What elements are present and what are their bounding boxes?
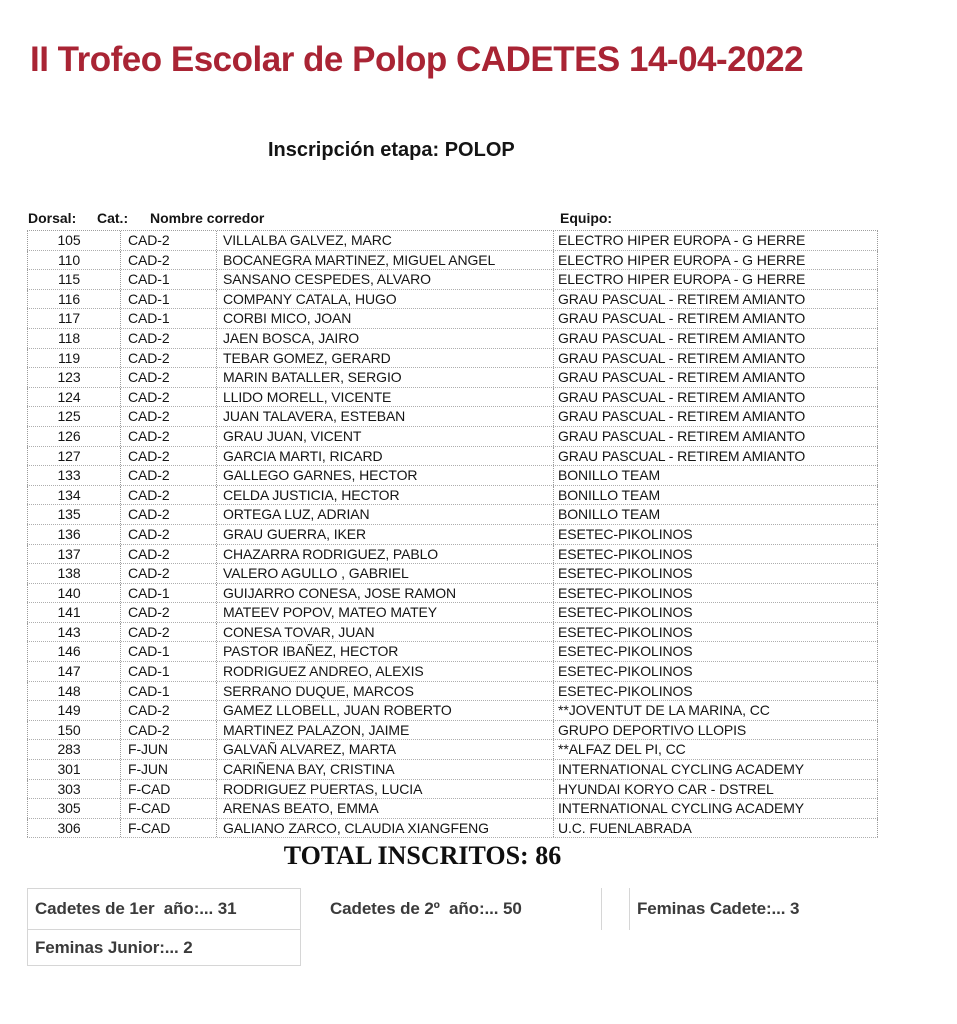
cat-cell: CAD-2 <box>121 466 217 485</box>
equipo-cell: GRAU PASCUAL - RETIREM AMIANTO <box>554 388 878 407</box>
cat-cell: CAD-2 <box>121 231 217 250</box>
table-row <box>27 545 878 565</box>
equipo-cell: GRAU PASCUAL - RETIREM AMIANTO <box>554 309 878 328</box>
stage-subtitle: Inscripción etapa: POLOP <box>268 139 515 161</box>
nombre-cell: VILLALBA GALVEZ, MARC <box>217 231 554 250</box>
cat-cell: F-CAD <box>121 780 217 799</box>
summary-feminas-junior: Feminas Junior:... 2 <box>27 930 301 966</box>
table-row <box>27 407 878 427</box>
dorsal-cell: 149 <box>27 701 121 720</box>
cat-cell: F-JUN <box>121 760 217 779</box>
nombre-cell: GALLEGO GARNES, HECTOR <box>217 466 554 485</box>
dorsal-cell: 134 <box>27 486 121 505</box>
equipo-cell: ESETEC-PIKOLINOS <box>554 525 878 544</box>
dorsal-cell: 116 <box>27 290 121 309</box>
equipo-cell: BONILLO TEAM <box>554 505 878 524</box>
equipo-cell: GRAU PASCUAL - RETIREM AMIANTO <box>554 447 878 466</box>
nombre-cell: SANSANO CESPEDES, ALVARO <box>217 270 554 289</box>
equipo-cell: GRAU PASCUAL - RETIREM AMIANTO <box>554 427 878 446</box>
nombre-cell: LLIDO MORELL, VICENTE <box>217 388 554 407</box>
table-row <box>27 505 878 525</box>
table-row <box>27 525 878 545</box>
table-row <box>27 251 878 271</box>
table-row <box>27 682 878 702</box>
nombre-cell: ARENAS BEATO, EMMA <box>217 799 554 818</box>
equipo-cell: ESETEC-PIKOLINOS <box>554 564 878 583</box>
table-row <box>27 740 878 760</box>
nombre-cell: GARCIA MARTI, RICARD <box>217 447 554 466</box>
cat-cell: CAD-2 <box>121 251 217 270</box>
equipo-cell: ELECTRO HIPER EUROPA - G HERRE <box>554 270 878 289</box>
nombre-cell: TEBAR GOMEZ, GERARD <box>217 349 554 368</box>
table-row <box>27 388 878 408</box>
header-dorsal: Dorsal: <box>28 210 77 226</box>
equipo-cell: ESETEC-PIKOLINOS <box>554 603 878 622</box>
cat-cell: CAD-2 <box>121 427 217 446</box>
nombre-cell: CARIÑENA BAY, CRISTINA <box>217 760 554 779</box>
table-row <box>27 760 878 780</box>
header-equipo: Equipo: <box>560 210 613 226</box>
dorsal-cell: 133 <box>27 466 121 485</box>
equipo-cell: ESETEC-PIKOLINOS <box>554 545 878 564</box>
dorsal-cell: 117 <box>27 309 121 328</box>
cat-cell: CAD-2 <box>121 545 217 564</box>
table-row <box>27 623 878 643</box>
table-row <box>27 231 878 251</box>
nombre-cell: JUAN TALAVERA, ESTEBAN <box>217 407 554 426</box>
dorsal-cell: 143 <box>27 623 121 642</box>
dorsal-cell: 115 <box>27 270 121 289</box>
nombre-cell: RODRIGUEZ PUERTAS, LUCIA <box>217 780 554 799</box>
dorsal-cell: 140 <box>27 584 121 603</box>
cat-cell: CAD-2 <box>121 525 217 544</box>
dorsal-cell: 283 <box>27 740 121 759</box>
equipo-cell: ELECTRO HIPER EUROPA - G HERRE <box>554 231 878 250</box>
dorsal-cell: 125 <box>27 407 121 426</box>
dorsal-cell: 124 <box>27 388 121 407</box>
cat-cell: CAD-2 <box>121 623 217 642</box>
equipo-cell: **JOVENTUT DE LA MARINA, CC <box>554 701 878 720</box>
table-row <box>27 329 878 349</box>
dorsal-cell: 118 <box>27 329 121 348</box>
nombre-cell: CONESA TOVAR, JUAN <box>217 623 554 642</box>
cat-cell: F-CAD <box>121 799 217 818</box>
dorsal-cell: 138 <box>27 564 121 583</box>
equipo-cell: HYUNDAI KORYO CAR - DSTREL <box>554 780 878 799</box>
nombre-cell: PASTOR IBAÑEZ, HECTOR <box>217 642 554 661</box>
nombre-cell: GALIANO ZARCO, CLAUDIA XIANGFENG <box>217 819 554 838</box>
equipo-cell: ESETEC-PIKOLINOS <box>554 682 878 701</box>
cat-cell: CAD-2 <box>121 486 217 505</box>
equipo-cell: U.C. FUENLABRADA <box>554 819 878 838</box>
table-row <box>27 368 878 388</box>
table-row <box>27 603 878 623</box>
equipo-cell: **ALFAZ DEL PI, CC <box>554 740 878 759</box>
table-row <box>27 290 878 310</box>
table-row <box>27 584 878 604</box>
cat-cell: CAD-2 <box>121 603 217 622</box>
dorsal-cell: 303 <box>27 780 121 799</box>
nombre-cell: GRAU GUERRA, IKER <box>217 525 554 544</box>
nombre-cell: GRAU JUAN, VICENT <box>217 427 554 446</box>
nombre-cell: VALERO AGULLO , GABRIEL <box>217 564 554 583</box>
equipo-cell: BONILLO TEAM <box>554 466 878 485</box>
table-row <box>27 427 878 447</box>
dorsal-cell: 301 <box>27 760 121 779</box>
dorsal-cell: 147 <box>27 662 121 681</box>
cat-cell: CAD-2 <box>121 701 217 720</box>
nombre-cell: MARTINEZ PALAZON, JAIME <box>217 721 554 740</box>
dorsal-cell: 136 <box>27 525 121 544</box>
equipo-cell: BONILLO TEAM <box>554 486 878 505</box>
cat-cell: CAD-1 <box>121 682 217 701</box>
header-cat: Cat.: <box>97 210 129 226</box>
page-title: II Trofeo Escolar de Polop CADETES 14-04-2022 <box>30 40 804 79</box>
table-row <box>27 662 878 682</box>
equipo-cell: INTERNATIONAL CYCLING ACADEMY <box>554 760 878 779</box>
dorsal-cell: 110 <box>27 251 121 270</box>
table-row <box>27 486 878 506</box>
dorsal-cell: 148 <box>27 682 121 701</box>
nombre-cell: MATEEV POPOV, MATEO MATEY <box>217 603 554 622</box>
cat-cell: CAD-2 <box>121 721 217 740</box>
summary-cadetes-2o-ano: Cadetes de 2º año:... 50 <box>318 888 602 930</box>
nombre-cell: CORBI MICO, JOAN <box>217 309 554 328</box>
equipo-cell: ESETEC-PIKOLINOS <box>554 662 878 681</box>
table-row <box>27 701 878 721</box>
dorsal-cell: 119 <box>27 349 121 368</box>
cat-cell: CAD-2 <box>121 407 217 426</box>
dorsal-cell: 146 <box>27 642 121 661</box>
equipo-cell: INTERNATIONAL CYCLING ACADEMY <box>554 799 878 818</box>
cat-cell: CAD-2 <box>121 447 217 466</box>
dorsal-cell: 150 <box>27 721 121 740</box>
table-row <box>27 270 878 290</box>
cat-cell: CAD-1 <box>121 270 217 289</box>
cat-cell: CAD-2 <box>121 388 217 407</box>
equipo-cell: GRAU PASCUAL - RETIREM AMIANTO <box>554 368 878 387</box>
dorsal-cell: 135 <box>27 505 121 524</box>
table-row <box>27 819 878 839</box>
nombre-cell: MARIN BATALLER, SERGIO <box>217 368 554 387</box>
equipo-cell: GRAU PASCUAL - RETIREM AMIANTO <box>554 329 878 348</box>
table-row <box>27 642 878 662</box>
summary-feminas-cadete: Feminas Cadete:... 3 <box>629 888 910 930</box>
dorsal-cell: 137 <box>27 545 121 564</box>
cat-cell: CAD-2 <box>121 349 217 368</box>
table-row <box>27 799 878 819</box>
nombre-cell: GAMEZ LLOBELL, JUAN ROBERTO <box>217 701 554 720</box>
equipo-cell: ESETEC-PIKOLINOS <box>554 623 878 642</box>
header-nombre: Nombre corredor <box>150 210 265 226</box>
cat-cell: CAD-1 <box>121 642 217 661</box>
riders-table-body <box>27 230 878 838</box>
nombre-cell: COMPANY CATALA, HUGO <box>217 290 554 309</box>
cat-cell: CAD-2 <box>121 505 217 524</box>
cat-cell: CAD-1 <box>121 584 217 603</box>
total-inscritos: TOTAL INSCRITOS: 86 <box>283 841 562 870</box>
table-row <box>27 447 878 467</box>
dorsal-cell: 127 <box>27 447 121 466</box>
summary-cadetes-1er-ano: Cadetes de 1er año:... 31 <box>27 888 301 930</box>
cat-cell: CAD-2 <box>121 564 217 583</box>
nombre-cell: CHAZARRA RODRIGUEZ, PABLO <box>217 545 554 564</box>
dorsal-cell: 123 <box>27 368 121 387</box>
cat-cell: CAD-1 <box>121 309 217 328</box>
nombre-cell: CELDA JUSTICIA, HECTOR <box>217 486 554 505</box>
table-row <box>27 780 878 800</box>
cat-cell: CAD-1 <box>121 290 217 309</box>
table-row <box>27 721 878 741</box>
equipo-cell: ELECTRO HIPER EUROPA - G HERRE <box>554 251 878 270</box>
nombre-cell: GUIJARRO CONESA, JOSE RAMON <box>217 584 554 603</box>
nombre-cell: GALVAÑ ALVAREZ, MARTA <box>217 740 554 759</box>
equipo-cell: GRAU PASCUAL - RETIREM AMIANTO <box>554 349 878 368</box>
table-row <box>27 564 878 584</box>
cat-cell: F-JUN <box>121 740 217 759</box>
cat-cell: CAD-2 <box>121 368 217 387</box>
nombre-cell: RODRIGUEZ ANDREO, ALEXIS <box>217 662 554 681</box>
nombre-cell: ORTEGA LUZ, ADRIAN <box>217 505 554 524</box>
nombre-cell: BOCANEGRA MARTINEZ, MIGUEL ANGEL <box>217 251 554 270</box>
table-header <box>27 208 878 230</box>
cat-cell: CAD-1 <box>121 662 217 681</box>
cat-cell: F-CAD <box>121 819 217 838</box>
nombre-cell: JAEN BOSCA, JAIRO <box>217 329 554 348</box>
dorsal-cell: 126 <box>27 427 121 446</box>
dorsal-cell: 141 <box>27 603 121 622</box>
table-row <box>27 466 878 486</box>
table-row <box>27 309 878 329</box>
dorsal-cell: 306 <box>27 819 121 838</box>
nombre-cell: SERRANO DUQUE, MARCOS <box>217 682 554 701</box>
equipo-cell: GRAU PASCUAL - RETIREM AMIANTO <box>554 290 878 309</box>
table-row <box>27 349 878 369</box>
equipo-cell: ESETEC-PIKOLINOS <box>554 642 878 661</box>
equipo-cell: GRUPO DEPORTIVO LLOPIS <box>554 721 878 740</box>
cat-cell: CAD-2 <box>121 329 217 348</box>
equipo-cell: ESETEC-PIKOLINOS <box>554 584 878 603</box>
dorsal-cell: 105 <box>27 231 121 250</box>
dorsal-cell: 305 <box>27 799 121 818</box>
equipo-cell: GRAU PASCUAL - RETIREM AMIANTO <box>554 407 878 426</box>
